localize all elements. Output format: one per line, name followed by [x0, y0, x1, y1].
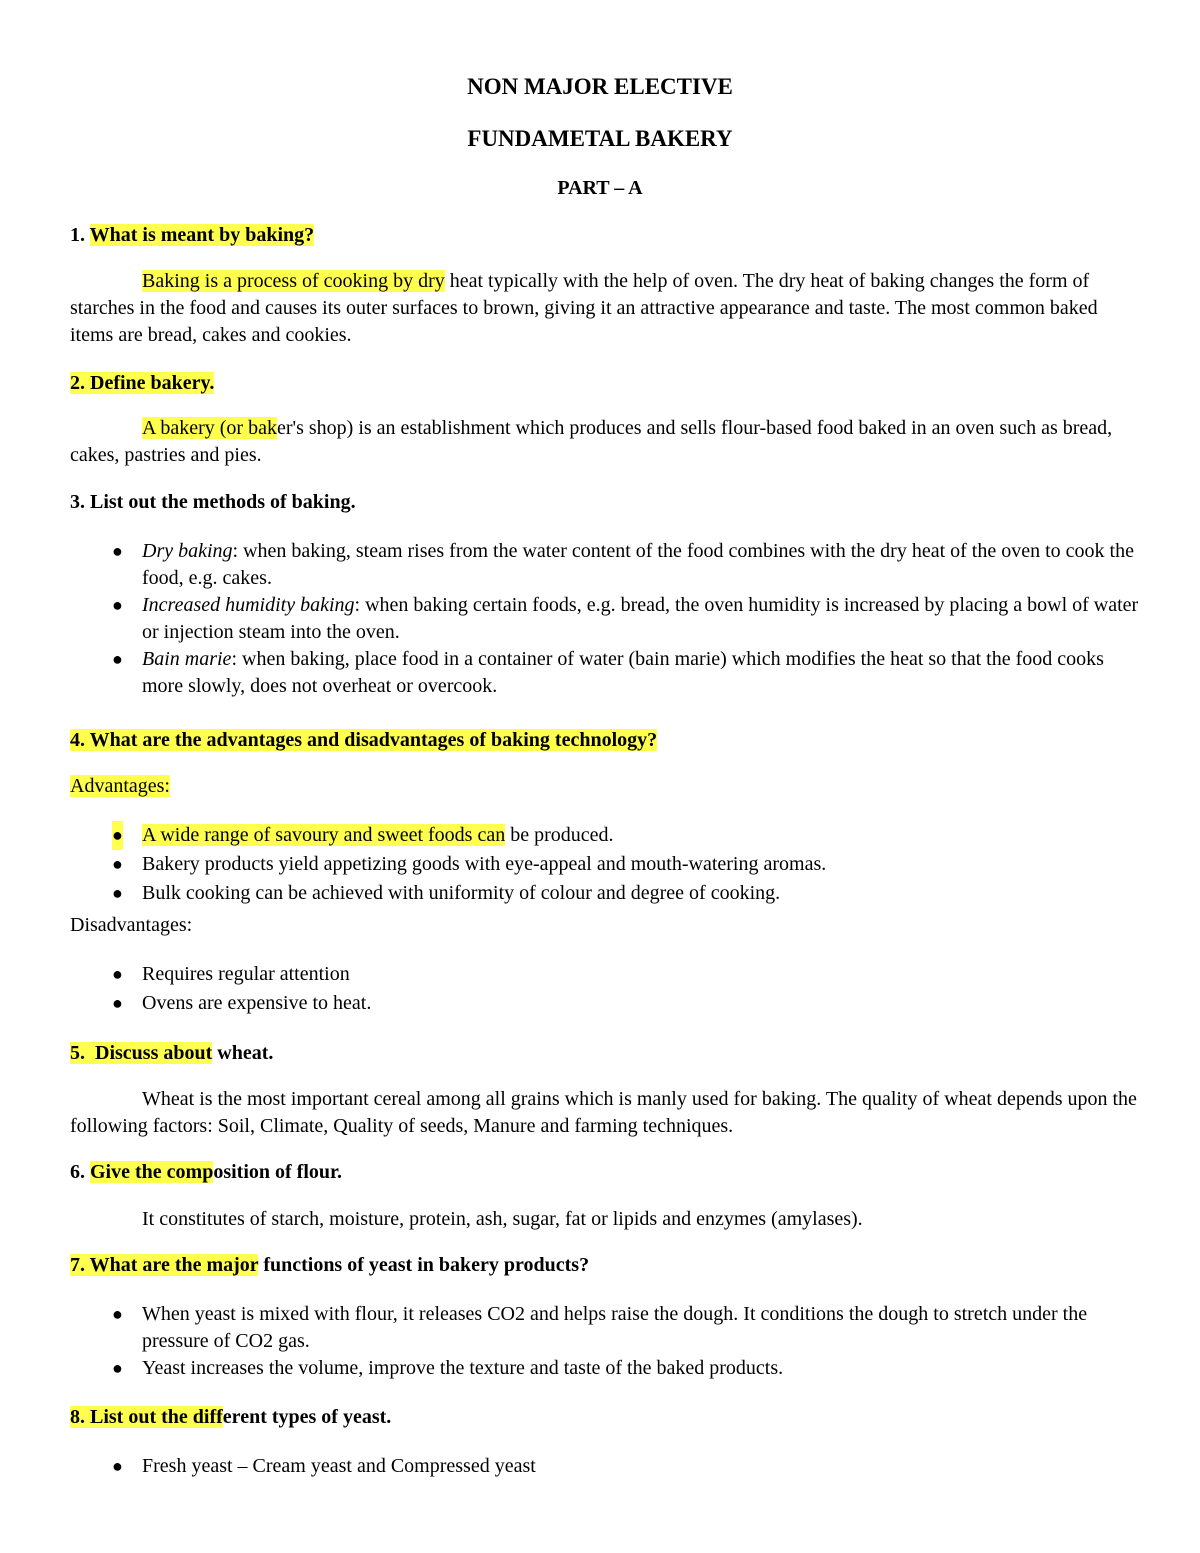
advantage-text: Bulk cooking can be achieved with uniformity of colour and degree of cooking.: [142, 882, 781, 904]
bullet-icon: ●: [112, 821, 123, 850]
disadvantage-text: Requires regular attention: [142, 963, 350, 985]
question-8-text: erent types of yeast.: [222, 1406, 392, 1428]
question-5-highlight: 5. Discuss about: [70, 1042, 213, 1064]
answer-2: [70, 415, 1140, 469]
list-item: [70, 538, 1140, 592]
answer-5: Wheat is the most important cereal among all grains which is manly used for baking. The quality of wheat depends upon the following factors: Soil, Climate, Quality of seeds, Manure and farming techniques.: [70, 1088, 1137, 1137]
disadvantage-text: Ovens are expensive to heat.: [142, 992, 372, 1014]
bullet-icon: ●: [112, 883, 123, 903]
bullet-icon: ●: [112, 1304, 123, 1324]
doc-subtitle: FUNDAMETAL BAKERY: [467, 126, 733, 151]
list-item: [70, 1301, 1140, 1355]
method-desc: : when baking, steam rises from the water content of the food combines with the dry heat of the oven to cook the food, e.g. cakes.: [142, 540, 1134, 589]
method-desc: : when baking, place food in a container of water (bain marie) which modifies the heat so that the food cooks more slowly, does not overheat or overcook.: [142, 648, 1104, 697]
advantage-text: be produced.: [505, 824, 614, 846]
yeast-function-text: When yeast is mixed with flour, it releases CO2 and helps raise the dough. It conditions the dough to stretch under the pressure of CO2 gas.: [142, 1303, 1088, 1352]
bullet-icon: ●: [112, 964, 123, 984]
list-item: [70, 1453, 1140, 1480]
answer-1: [70, 268, 1140, 349]
question-7-text: functions of yeast in bakery products?: [258, 1254, 590, 1276]
baking-methods-list: [70, 538, 1140, 700]
answer-6: It constitutes of starch, moisture, protein, ash, sugar, fat or lipids and enzymes (amylases).: [142, 1208, 863, 1230]
question-7: [70, 1254, 589, 1277]
question-2-number: 2.: [70, 372, 85, 394]
question-6-number: 6.: [70, 1161, 90, 1183]
bullet-icon: ●: [112, 1358, 123, 1378]
disadvantages-label: Disadvantages:: [70, 914, 193, 936]
question-4: [70, 729, 657, 752]
question-3: 3. List out the methods of baking.: [70, 491, 356, 513]
question-5-text: wheat.: [212, 1042, 274, 1064]
question-2-text: Define bakery.: [90, 372, 215, 394]
answer-2-highlight: A bakery (or bak: [142, 417, 277, 439]
method-term: Increased humidity baking: [142, 594, 355, 616]
question-5: [70, 1042, 273, 1065]
list-item: [70, 1355, 1140, 1382]
list-item: [70, 989, 1140, 1018]
yeast-function-text: Yeast increases the volume, improve the texture and taste of the baked products.: [142, 1357, 784, 1379]
question-8-highlight: 8. List out the diff: [70, 1406, 223, 1428]
question-6-highlight: Give the comp: [90, 1161, 214, 1183]
question-4-text: 4. What are the advantages and disadvantages of baking technology?: [70, 729, 658, 751]
question-1-text: What is meant by baking?: [89, 224, 315, 246]
yeast-type-text: Fresh yeast – Cream yeast and Compressed yeast: [142, 1455, 536, 1477]
method-term: Bain marie: [142, 648, 232, 670]
answer-1-highlight: Baking is a process of cooking by dry: [142, 270, 445, 292]
answer-2-text: er's shop) is an establishment which produces and sells flour-based food baked in an oven such as bread, cakes, pastries and pies.: [70, 417, 1113, 466]
list-item: [70, 646, 1140, 700]
advantages-list: [70, 821, 1140, 908]
yeast-types-list: [70, 1453, 1140, 1480]
answer-1-text: heat typically with the help of oven. The dry heat of baking changes the form of starches in the food and causes its outer surfaces to brown, giving it an attractive appearance and taste. The most common baked items are bread, cakes and cookies.: [70, 270, 1098, 346]
advantage-text: Bakery products yield appetizing goods with eye-appeal and mouth-watering aromas.: [142, 853, 827, 875]
advantages-label: Advantages:: [70, 775, 170, 797]
bullet-icon: ●: [112, 854, 123, 874]
question-2: [70, 372, 214, 395]
doc-title: NON MAJOR ELECTIVE: [467, 74, 733, 99]
question-8: [70, 1406, 391, 1429]
bullet-icon: ●: [112, 1456, 123, 1476]
question-6-text: osition of flour.: [213, 1161, 343, 1183]
bullet-icon: ●: [112, 541, 123, 561]
part-heading: PART – A: [557, 177, 643, 199]
question-6: [70, 1161, 342, 1184]
list-item: [70, 960, 1140, 989]
bullet-icon: ●: [112, 993, 123, 1013]
method-desc: : when baking certain foods, e.g. bread, the oven humidity is increased by placing a bowl of water or injection steam into the oven.: [142, 594, 1139, 643]
question-1: [70, 224, 314, 247]
bullet-icon: ●: [112, 595, 123, 615]
disadvantages-list: [70, 960, 1140, 1018]
question-7-highlight: 7. What are the major: [70, 1254, 259, 1276]
list-item: [70, 821, 1140, 850]
bullet-icon: ●: [112, 649, 123, 669]
advantage-highlight: A wide range of savoury and sweet foods can: [142, 824, 506, 846]
list-item: [70, 592, 1140, 646]
question-1-number: 1.: [70, 224, 85, 246]
yeast-functions-list: [70, 1301, 1140, 1382]
method-term: Dry baking: [142, 540, 233, 562]
list-item: [70, 850, 1140, 879]
list-item: [70, 879, 1140, 908]
